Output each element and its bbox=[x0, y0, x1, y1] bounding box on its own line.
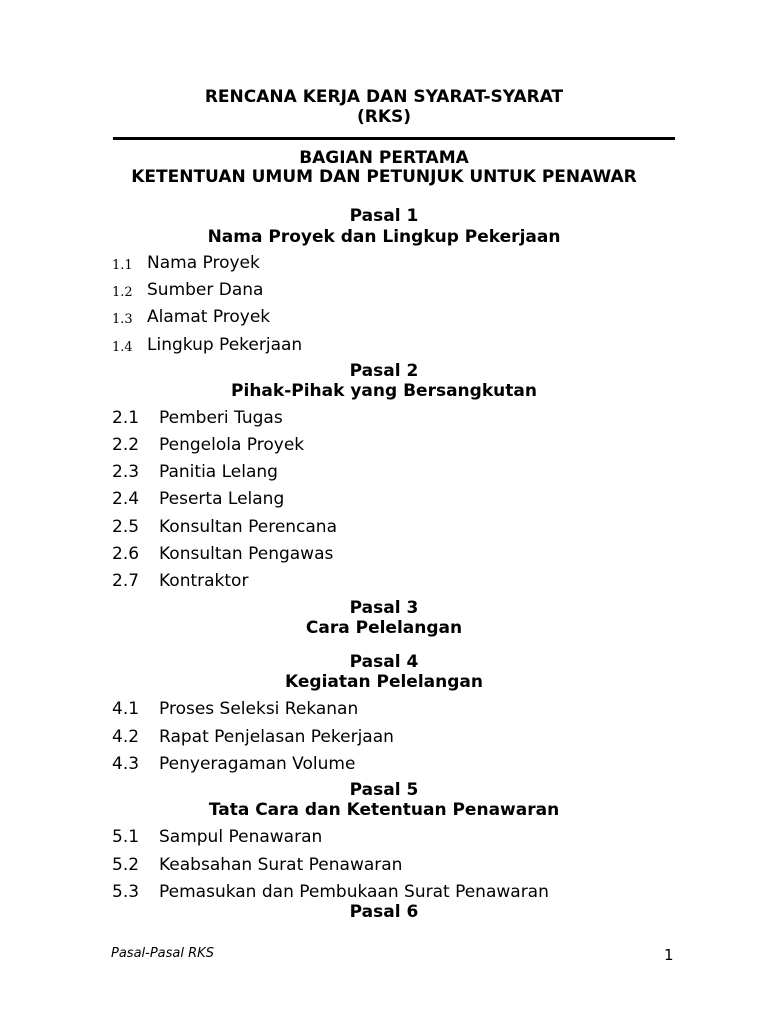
pasal-5-label: Pasal 5 bbox=[349, 780, 419, 800]
pasal-5-title: Tata Cara dan Ketentuan Penawaran bbox=[208, 800, 560, 820]
pasal-4-title: Kegiatan Pelelangan bbox=[285, 672, 483, 692]
page-number: 1 bbox=[664, 946, 674, 964]
item-number: 2.3 bbox=[112, 462, 140, 482]
item-number: 5.2 bbox=[112, 855, 140, 875]
pasal-3-label: Pasal 3 bbox=[349, 598, 419, 618]
list-item: Peserta Lelang bbox=[159, 489, 285, 509]
list-item: Konsultan Perencana bbox=[159, 517, 338, 537]
pasal-2-label: Pasal 2 bbox=[349, 361, 419, 381]
item-number: 2.1 bbox=[112, 408, 140, 428]
document-subtitle: (RKS) bbox=[356, 107, 412, 127]
item-number: 1.2 bbox=[112, 285, 133, 300]
pasal-6-label: Pasal 6 bbox=[349, 902, 419, 922]
pasal-2-title: Pihak-Pihak yang Bersangkutan bbox=[231, 381, 537, 401]
item-number: 4.1 bbox=[112, 699, 140, 719]
list-item: Panitia Lelang bbox=[159, 462, 278, 482]
pasal-1-label: Pasal 1 bbox=[349, 206, 419, 226]
list-item: Konsultan Pengawas bbox=[159, 544, 334, 564]
item-number: 2.7 bbox=[112, 571, 140, 591]
list-item: Nama Proyek bbox=[147, 253, 260, 273]
item-number: 1.4 bbox=[112, 340, 133, 355]
item-number: 2.6 bbox=[112, 544, 140, 564]
footer-label: Pasal-Pasal RKS bbox=[111, 946, 214, 961]
item-number: 4.3 bbox=[112, 754, 140, 774]
part-title: KETENTUAN UMUM DAN PETUNJUK UNTUK PENAWAR bbox=[131, 167, 637, 187]
list-item: Keabsahan Surat Penawaran bbox=[159, 855, 403, 875]
item-number: 5.3 bbox=[112, 882, 140, 902]
item-number: 2.4 bbox=[112, 489, 140, 509]
list-item: Lingkup Pekerjaan bbox=[147, 335, 303, 355]
list-item: Penyeragaman Volume bbox=[159, 754, 356, 774]
list-item: Pemberi Tugas bbox=[159, 408, 283, 428]
item-number: 2.5 bbox=[112, 517, 140, 537]
pasal-4-label: Pasal 4 bbox=[349, 652, 419, 672]
list-item: Sumber Dana bbox=[147, 280, 264, 300]
item-number: 1.3 bbox=[112, 312, 133, 327]
list-item: Pemasukan dan Pembukaan Surat Penawaran bbox=[159, 882, 549, 902]
pasal-3-title: Cara Pelelangan bbox=[305, 618, 463, 638]
item-number: 5.1 bbox=[112, 827, 140, 847]
item-number: 1.1 bbox=[112, 258, 133, 273]
document-title: RENCANA KERJA DAN SYARAT-SYARAT bbox=[204, 87, 564, 107]
part-label: BAGIAN PERTAMA bbox=[299, 148, 469, 168]
list-item: Pengelola Proyek bbox=[159, 435, 305, 455]
title-divider bbox=[113, 137, 675, 140]
list-item: Alamat Proyek bbox=[147, 307, 271, 327]
list-item: Sampul Penawaran bbox=[159, 827, 323, 847]
item-number: 4.2 bbox=[112, 727, 140, 747]
list-item: Proses Seleksi Rekanan bbox=[159, 699, 359, 719]
pasal-1-title: Nama Proyek dan Lingkup Pekerjaan bbox=[207, 227, 561, 247]
list-item: Rapat Penjelasan Pekerjaan bbox=[159, 727, 394, 747]
item-number: 2.2 bbox=[112, 435, 140, 455]
list-item: Kontraktor bbox=[159, 571, 249, 591]
